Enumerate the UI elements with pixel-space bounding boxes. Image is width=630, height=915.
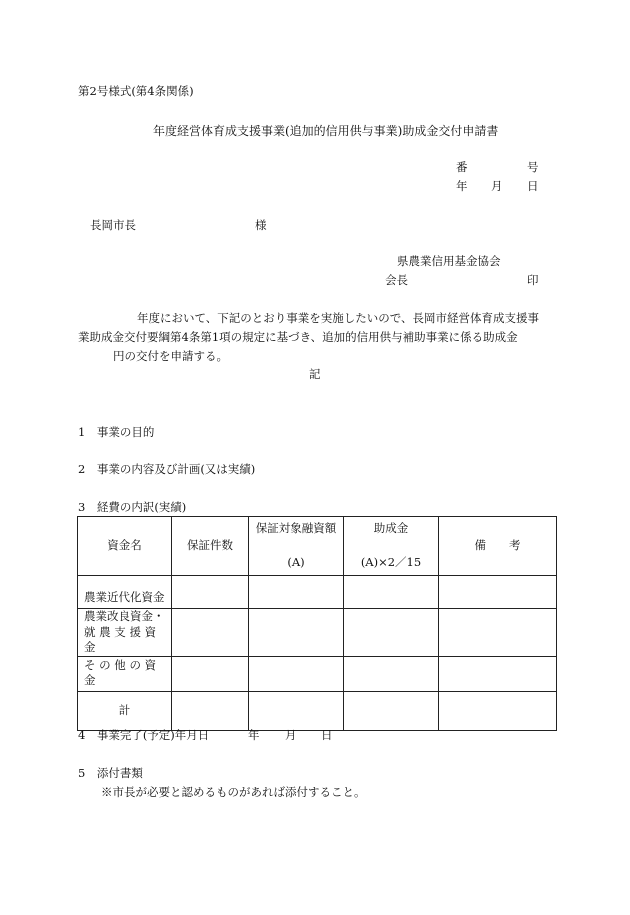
section-5-heading: 5 添付書類	[78, 766, 143, 780]
header-grant-formula: (A)×2／15	[360, 555, 422, 570]
cell-amount	[249, 609, 344, 657]
cell-grant	[344, 576, 439, 609]
header-loan-amount-title: 保証対象融資額	[255, 521, 337, 535]
cell-grant	[344, 609, 439, 657]
section-1-heading: 1 事業の目的	[78, 425, 155, 439]
ref-number-label-b: 号	[527, 160, 539, 174]
header-grant	[344, 517, 439, 576]
header-guarantee-count: 保証件数	[172, 517, 249, 576]
body-text-line-2: 業助成金交付要綱第4条第1項の規定に基づき、追加的信用供与補助事業に係る助成金	[78, 330, 518, 344]
applicant-seal: 印	[527, 273, 539, 287]
header-fund-name: 資金名	[78, 517, 172, 576]
cell-count	[172, 576, 249, 609]
expense-table	[77, 516, 557, 731]
table-row	[78, 576, 557, 609]
cell-remarks	[439, 609, 557, 657]
cell-count	[172, 656, 249, 691]
section-4-heading: 4 事業完了(予定)年月日	[78, 728, 210, 742]
body-text-line-3: 円の交付を申請する。	[113, 349, 228, 363]
ki-heading: 記	[309, 367, 321, 381]
addressee-name: 長岡市長	[90, 218, 136, 232]
ref-number-label-a: 番	[456, 160, 468, 174]
addressee-honorific: 様	[255, 218, 267, 232]
row-label-improvement-fund-line2: 就 農 支 援 資 金	[84, 624, 157, 655]
cell-amount	[249, 691, 344, 730]
applicant-org: 県農業信用基金協会	[397, 254, 501, 268]
cell-remarks	[439, 656, 557, 691]
date-month-label: 月	[491, 179, 503, 193]
section-2-heading: 2 事業の内容及び計画(又は実績)	[78, 462, 256, 476]
cell-amount	[249, 656, 344, 691]
header-loan-amount-symbol: (A)	[287, 555, 305, 570]
row-label-improvement-fund	[78, 609, 172, 657]
cell-grant	[344, 691, 439, 730]
table-row	[78, 609, 557, 657]
row-label-other-fund: そ の 他 の 資 金	[78, 656, 172, 691]
body-text-line-1: 年度において、下記のとおり事業を実施したいので、長岡市経営体育成支援事	[137, 311, 540, 325]
section-3-heading: 3 経費の内訳(実績)	[78, 500, 187, 514]
cell-amount	[249, 576, 344, 609]
table-row	[78, 656, 557, 691]
document-title: 年度経営体育成支援事業(追加的信用供与事業)助成金交付申請書	[153, 124, 499, 138]
applicant-role: 会長	[385, 273, 408, 287]
cell-count	[172, 609, 249, 657]
cell-grant	[344, 656, 439, 691]
row-label-modernization-fund: 農業近代化資金	[78, 576, 172, 609]
date-year-label: 年	[456, 179, 468, 193]
row-label-total: 計	[78, 691, 172, 730]
completion-year-label: 年	[248, 728, 260, 742]
cell-remarks	[439, 576, 557, 609]
header-grant-title: 助成金	[373, 521, 409, 535]
completion-month-label: 月	[285, 728, 297, 742]
row-label-improvement-fund-line1: 農業改良資金・	[84, 609, 165, 623]
header-loan-amount	[249, 517, 344, 576]
cell-count	[172, 691, 249, 730]
form-number: 第2号様式(第4条関係)	[78, 84, 194, 98]
cell-remarks	[439, 691, 557, 730]
table-header-row	[78, 517, 557, 576]
table-row-total	[78, 691, 557, 730]
attachment-note: ※市長が必要と認めるものがあれば添付すること。	[101, 785, 366, 799]
header-remarks: 備 考	[439, 517, 557, 576]
completion-day-label: 日	[321, 728, 333, 742]
date-day-label: 日	[527, 179, 539, 193]
